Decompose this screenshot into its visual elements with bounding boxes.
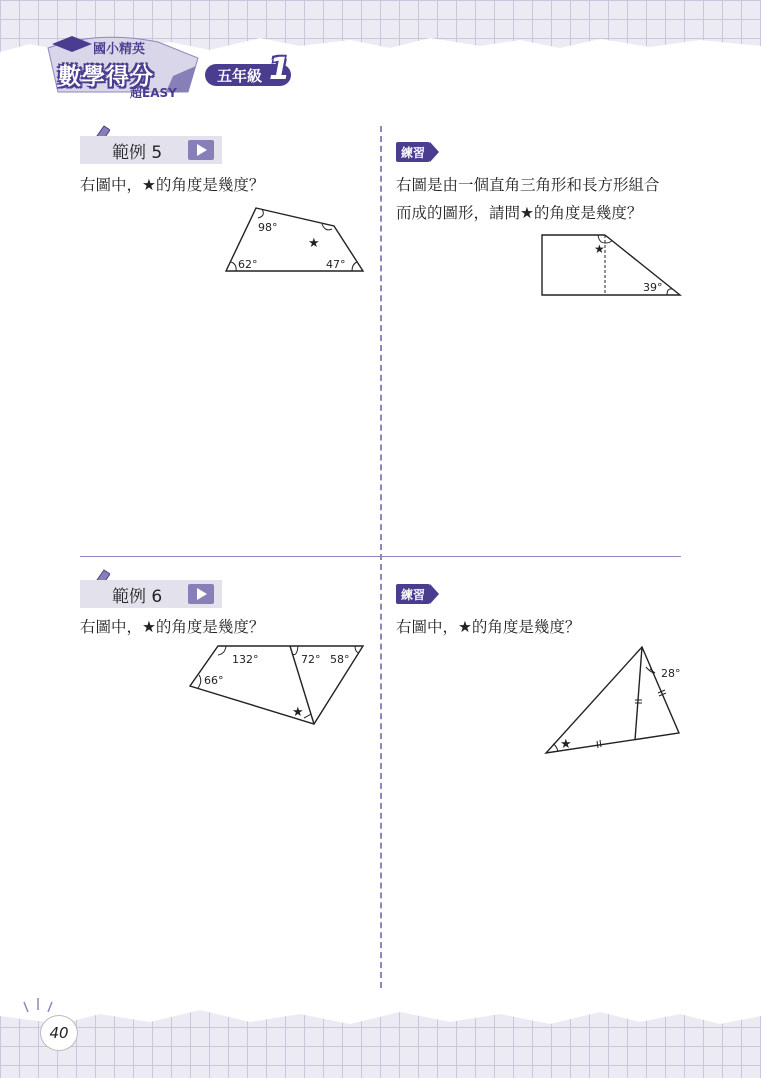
pr1-star: ★	[594, 242, 605, 256]
series-small-title: 國小精英	[93, 42, 146, 57]
sparkle-icon	[22, 996, 62, 1016]
practice2-question: 右圖中，★的角度是幾度？	[396, 618, 581, 636]
pr2-angle-28: 28°	[661, 667, 681, 680]
ex5-angle-62: 62°	[238, 258, 258, 271]
practice2-label: 練習	[396, 584, 430, 604]
bottom-torn-edge	[0, 996, 761, 1036]
ex6-star: ★	[292, 705, 304, 720]
ex5-star: ★	[308, 236, 320, 251]
practice1-figure	[541, 234, 683, 298]
example5-figure	[222, 204, 367, 276]
grade-label: 五年級	[217, 66, 263, 85]
horizontal-divider	[80, 556, 681, 557]
practice1-question-line1: 右圖是由一個直角三角形和長方形組合	[396, 176, 660, 194]
vertical-divider	[380, 126, 382, 988]
grade-number: 1	[269, 52, 290, 87]
practice1-question-line2: 而成的圖形，請問★的角度是幾度？	[396, 204, 643, 222]
ex6-angle-132: 132°	[232, 653, 259, 666]
example5-question: 右圖中，★的角度是幾度？	[80, 176, 265, 194]
ex6-angle-58: 58°	[330, 653, 350, 666]
pr2-star: ★	[560, 737, 572, 752]
ex5-angle-98: 98°	[258, 221, 278, 234]
page-number: 40	[40, 1015, 78, 1051]
practice2-figure	[543, 645, 685, 757]
example6-figure	[188, 644, 368, 728]
pr1-angle-39: 39°	[643, 281, 663, 294]
ex6-angle-72: 72°	[301, 653, 321, 666]
ex5-angle-47: 47°	[326, 258, 346, 271]
series-title: 數學得分	[58, 64, 154, 90]
example5-play-icon[interactable]	[188, 140, 214, 160]
example5-label: 範例 5	[80, 136, 222, 164]
ex6-angle-66: 66°	[204, 674, 224, 687]
practice1-label: 練習	[396, 142, 430, 162]
series-subtitle: 超EASY	[130, 86, 177, 100]
example6-play-icon[interactable]	[188, 584, 214, 604]
example6-label: 範例 6	[80, 580, 222, 608]
example6-question: 右圖中，★的角度是幾度？	[80, 618, 265, 636]
